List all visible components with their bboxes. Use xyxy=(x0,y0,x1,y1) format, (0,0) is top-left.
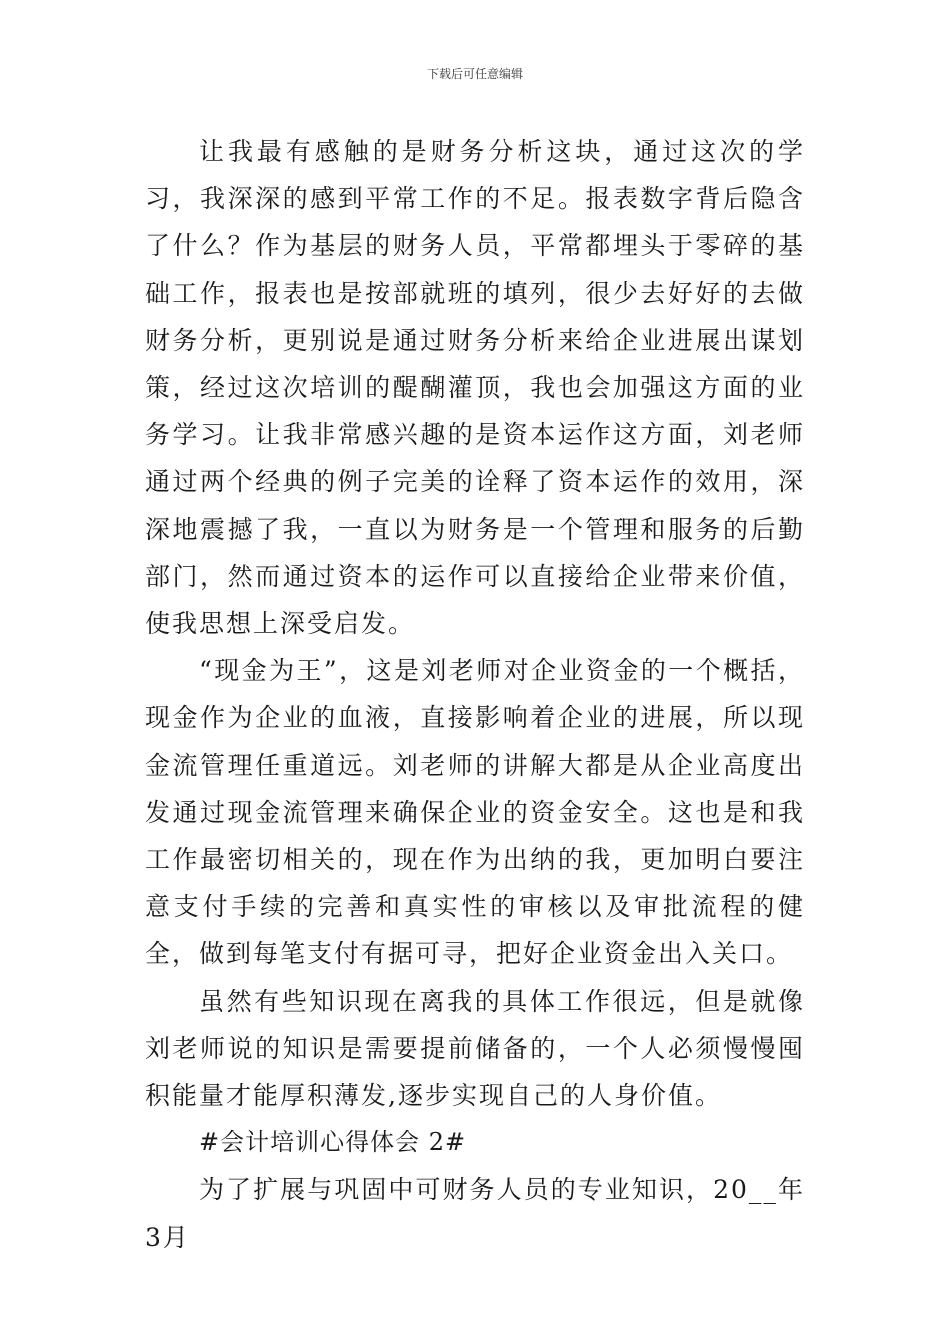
paragraph-financial-analysis: 让我最有感触的是财务分析这块，通过这次的学习，我深深的感到平常工作的不足。报表数字背后隐含了什么？作为基层的财务人员，平常都埋头于零碎的基础工作，报表也是按部就班的填列，很少去好好的去做财务分析，更别说是通过财务分析来给企业进展出谋划策，经过这次培训的醍醐灌顶，我也会加强这方面的业务学习。让我非常感兴趣的是资本运作这方面，刘老师通过两个经典的例子完美的诠释了资本运作的效用，深深地震撼了我，一直以为财务是一个管理和服务的后勤部门，然而通过资本的运作可以直接给企业带来价值，使我思想上深受启发。 xyxy=(145,137,805,639)
paragraph-training-intro: 为了扩展与巩固中可财务人员的专业知识，20__年3月 xyxy=(145,1175,805,1252)
section-heading: #会计培训心得体会 2# xyxy=(199,1128,467,1157)
paragraph-knowledge-reserve: 虽然有些知识现在离我的具体工作很远，但是就像刘老师说的知识是需要提前储备的，一个人必须慢慢囤积能量才能厚积薄发,逐步实现自己的人身价值。 xyxy=(145,986,805,1111)
paragraph-cash-is-king: “现金为王”，这是刘老师对企业资金的一个概括，现金作为企业的血液，直接影响着企业的进展，所以现金流管理任重道远。刘老师的讲解大都是从企业高度出发通过现金流管理来确保企业的资金安全。这也是和我工作最密切相关的，现在作为出纳的我，更加明白要注意支付手续的完善和真实性的审核以及审批流程的健全，做到每笔支付有据可寻，把好企业资金出入关口。 xyxy=(145,656,805,969)
document-body xyxy=(145,128,805,1261)
page-header: 下载后可任意编辑 xyxy=(426,67,523,81)
